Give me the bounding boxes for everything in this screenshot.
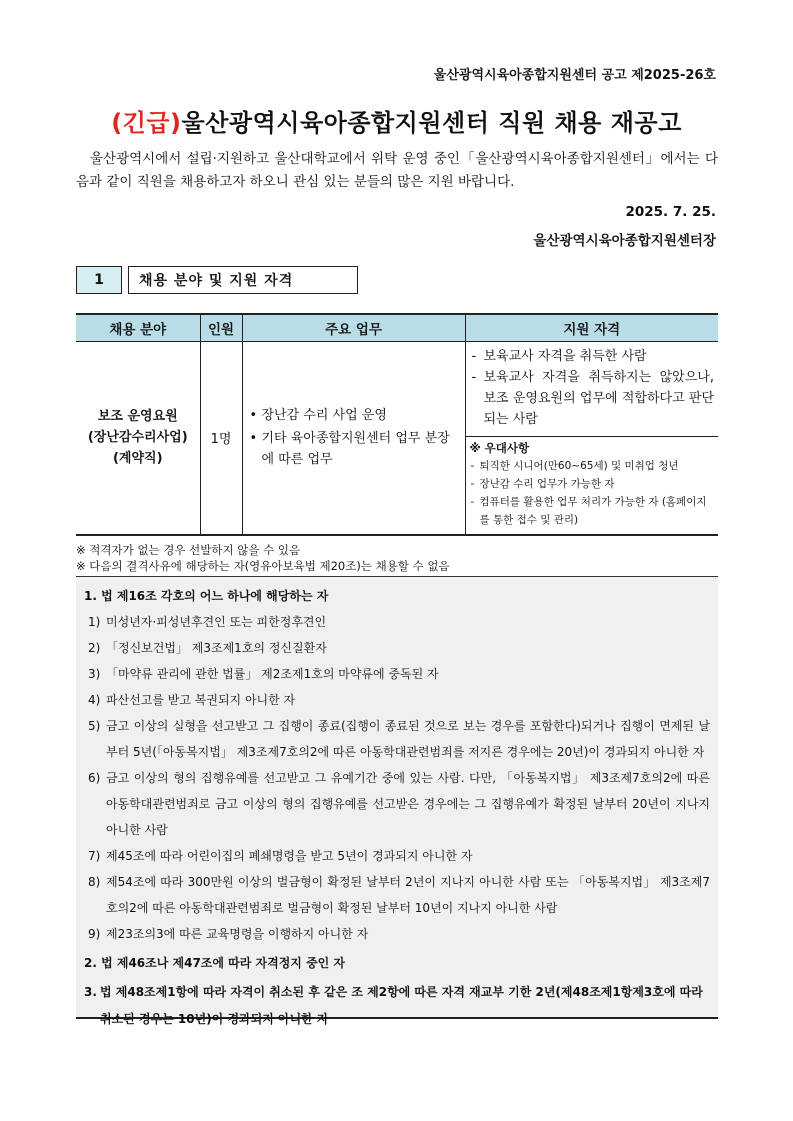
headcount-cell: 1명 [200, 342, 242, 535]
section-title: 채용 분야 및 지원 자격 [128, 266, 358, 294]
item-number: 3. [84, 985, 97, 999]
notice-date: 2025. 7. 25. [625, 204, 716, 220]
qualification-item: - 보육교사 자격을 취득한 사람 [470, 346, 715, 367]
duty-item: • 기타 육아종합지원센터 업무 분장에 따른 업무 [248, 428, 460, 470]
sub-number: 2) [88, 641, 101, 655]
signer: 울산광역시육아종합지원센터장 [533, 233, 716, 249]
duty-item: • 장난감 수리 사업 운영 [248, 405, 460, 426]
table-header-row [76, 314, 718, 342]
notice-number: 울산광역시육아종합지원센터 공고 제2025-26호 [433, 68, 716, 83]
list-item [84, 713, 710, 765]
disqualification-box [76, 576, 718, 1026]
section-number: 1 [76, 266, 122, 294]
sub-number: 3) [88, 667, 101, 681]
list-item [84, 609, 710, 635]
sub-number: 1) [88, 615, 101, 629]
position-cell [76, 342, 200, 535]
qualification-item: - 보육교사 자격을 취득하지는 않았으나, 보조 운영요원의 업무에 적합하다고 판단되는 사람 [470, 367, 715, 430]
sub-number: 8) [88, 875, 101, 889]
intro-paragraph: 울산광역시에서 설립·지원하고 울산대학교에서 위탁 운영 중인「울산광역시육아종합지원센터」에서는 다음과 같이 직원을 채용하고자 하오니 관심 있는 분들의 많은 지원 바랍니다. [76, 151, 718, 190]
preference-heading: ※ 우대사항 [469, 441, 530, 455]
preference-item: - 장난감 수리 업무가 가능한 자 [470, 475, 715, 493]
list-item [84, 869, 710, 921]
note-item: ※ 적격자가 없는 경우 선발하지 않을 수 있음 [76, 543, 301, 557]
qualifications-cell [465, 342, 718, 535]
sub-text: 「정신보건법」 제3조제1호의 정신질환자 [106, 641, 327, 655]
disqualification-item-3 [84, 979, 710, 1033]
disqualification-item-1: 1. 법 제16조 각호의 어느 하나에 해당하는 자 [84, 589, 329, 603]
list-item [84, 661, 710, 687]
preferences-list [466, 437, 719, 531]
sub-number: 7) [88, 849, 101, 863]
notes [76, 542, 450, 574]
sub-text: 미성년자·피성년후견인 또는 피한정후견인 [106, 615, 327, 629]
sub-text: 제23조의3에 따른 교육명령을 이행하지 아니한 자 [106, 927, 369, 941]
list-item [84, 765, 710, 843]
table-row [76, 342, 718, 535]
position-name: 보조 운영요원 [97, 409, 178, 425]
page-title [0, 103, 793, 138]
preference-item: - 퇴직한 시니어(만60~65세) 및 미취업 청년 [470, 457, 715, 475]
sub-number: 6) [88, 771, 101, 785]
sub-text: 「마약류 관리에 관한 법률」 제2조제1호의 마약류에 중독된 자 [106, 667, 439, 681]
position-field: (장난감수리사업) [87, 430, 188, 446]
sub-text: 금고 이상의 실형을 선고받고 그 집행이 종료(집행이 종료된 것으로 보는 경우를 포함한다)되거나 집행이 면제된 날부터 5년(「아동복지법」 제3조제7호의2에 따른 아동학대관련범죄를 저지른 경우에는 20년)이 경과되지 아니한 자 [106, 719, 710, 759]
note-item: ※ 다음의 결격사유에 해당하는 자(영유아보육법 제20조)는 채용할 수 없음 [76, 559, 450, 573]
header-duties: 주요 업무 [242, 314, 465, 342]
sub-number: 5) [88, 719, 101, 733]
duties-cell [242, 342, 465, 535]
list-item [84, 921, 710, 947]
position-type: (계약직) [112, 451, 163, 467]
recruitment-table [76, 313, 718, 536]
header-count: 인원 [200, 314, 242, 342]
preference-item: - 컴퓨터를 활용한 업무 처리가 가능한 자 (홈페이지를 통한 접수 및 관리) [470, 493, 715, 529]
sub-text: 파산선고를 받고 복권되지 아니한 자 [106, 693, 296, 707]
section-header [76, 266, 358, 294]
qualifications-list [466, 342, 719, 437]
title-urgent-prefix: (긴급) [111, 109, 182, 137]
header-qualifications: 지원 자격 [465, 314, 718, 342]
list-item [84, 635, 710, 661]
sub-text: 제45조에 따라 어린이집의 폐쇄명령을 받고 5년이 경과되지 아니한 자 [106, 849, 473, 863]
sub-text: 제54조에 따라 300만원 이상의 벌금형이 확정된 날부터 2년이 지나지 아니한 사람 또는 「아동복지법」 제3조제7호의2에 따른 아동학대관련범죄로 벌금형이 확정된 날부터 10년이 지나지 아니한 사람 [106, 875, 710, 915]
header-position: 채용 분야 [76, 314, 200, 342]
disqualification-item-2: 2. 법 제46조나 제47조에 따라 자격정지 중인 자 [84, 956, 346, 970]
sub-number: 9) [88, 927, 101, 941]
title-main: 울산광역시육아종합지원센터 직원 채용 재공고 [181, 109, 682, 137]
list-item [84, 843, 710, 869]
sub-number: 4) [88, 693, 101, 707]
item-text: 법 제48조제1항에 따라 자격이 취소된 후 같은 조 제2항에 따른 자격 재교부 기한 2년(제48조제1항제3호에 따라 취소된 경우는 10년)이 경과되지 아니한 자 [100, 985, 703, 1026]
sub-text: 금고 이상의 형의 집행유예를 선고받고 그 유예기간 중에 있는 사람. 다만, 「아동복지법」 제3조제7호의2에 따른 아동학대관련범죄로 금고 이상의 형의 집행유예를 선고받은 경우에는 그 집행유예가 확정된 날부터 20년이 지나지 아니한 사람 [106, 771, 710, 837]
list-item [84, 687, 710, 713]
